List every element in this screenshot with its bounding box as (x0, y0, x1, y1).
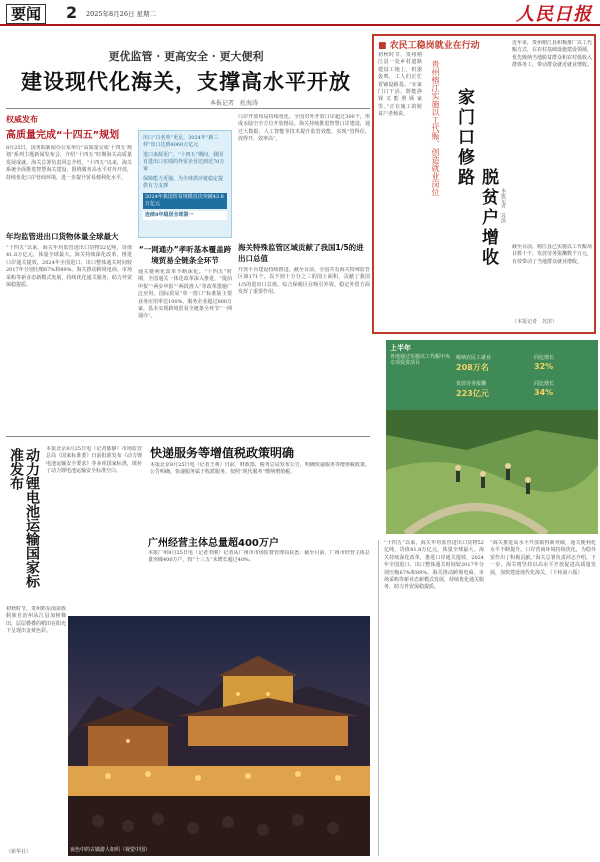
feature-box-header (378, 38, 480, 51)
lead-column-2 (138, 244, 232, 439)
right-column-text: “十四五”以来，海关年均监管进出口货物52亿吨，货值41.8万亿元，体量全球最大。海关持续深化改革，推进口岸通关提效，2024年全国进口、出口整体通关时间较2017年分别压缩67%和89%。海关推动跨境电商、市场采购等新业态新模式发展，持续优化通关服务，助力外贸保稳提质。 (384, 540, 484, 591)
feature-title-2: 脱贫户增收 (478, 168, 498, 268)
lead-subhead: 海关特殊监管区域贡献了我国1/5的进出口总值 (238, 243, 364, 263)
field-illustration (386, 410, 598, 534)
feature-paragraph: 截至目前，榕江县已实施以工代赈项目数十个，发放劳务报酬数千万元，有效带动了当地群众就业增收。 (512, 244, 592, 265)
lead-paragraph: 开放平台建设持续推进。截至目前，全国共有海关特殊监管区域171个，以不到十万分之三的国土面积，贡献了我国1/5的进出口总值。综合保税区在吸引外资、稳定外贸方面发挥了重要作用。 (238, 267, 370, 296)
stats-value: 34% (534, 388, 554, 397)
divider (6, 436, 370, 437)
lead-paragraph: 口岸开放布局持续优化。全国对外开放口岸超过300个，形成水陆空全方位开放格局。海关持续推进智慧口岸建设，通过大数据、人工智能等技术提升监管效能，实现“管得住、放得开、效率高”。 (238, 114, 370, 143)
feature-closing: （本报记者 苏滨） (512, 319, 558, 325)
story-subheadline: 广州经营主体总量超400万户 (148, 538, 279, 549)
column-divider (378, 540, 379, 856)
infographic-box (138, 130, 232, 238)
feature-title-1: 家门口修路 (454, 88, 474, 188)
story-intro: 本报北京8月25日电（记者郁静）市场监管总局（国家标准委）日前批准发布《动力锂电池运输安全要求》等多项国家标准，填补了动力锂电池运输安全标准空白。 (46, 446, 142, 475)
story-vertical-title: 动力锂电池运输国家标准发布 (8, 448, 40, 588)
field-photo (386, 410, 598, 534)
stats-title: 上半年 (390, 344, 411, 352)
newspaper-logo: 人民日报 (516, 4, 592, 25)
stats-box (386, 340, 598, 410)
info-line: 2024年我国贸易规模首次突破43.8万亿元 (143, 193, 227, 209)
lead-paragraph: 8月25日，国务院新闻办公室举行“高质量完成‘十四五’规划”系列主题新闻发布会，介绍“十四五”时期海关高质量发展成就。海关总署负责同志介绍，“十四五”以来，海关系统全面推进智慧海关建设，围绕服务高水平对外开放，持续优化口岸营商环境，进一步提升贸易便利化水平。 (6, 145, 132, 181)
info-line: 保障能力更强，为全球供应链稳定提供有力支撑 (143, 176, 224, 189)
page-number: 2 (66, 3, 78, 22)
column-label: 权威发布 (6, 115, 38, 124)
lead-byline: 本报记者 杜海涛 (210, 100, 259, 107)
lead-subhead: “一网通办”孝听基本覆盖跨境贸易全链条全环节 (138, 245, 232, 265)
photo-credit: （新华社） (6, 849, 32, 855)
stats-label: 同比增长 (534, 355, 555, 361)
stats-value: 223亿元 (456, 389, 489, 398)
photo-strip-text: 初秋时节，贵州黔东南苗族侗族自治州从江县加榜梯田，层层叠叠的稻田在阳光下呈现出金黄色彩。 (6, 606, 66, 635)
issue-date: 2025年8月26日 星期二 (86, 10, 157, 18)
stats-value: 208万名 (456, 363, 489, 372)
feature-paragraph: 初秋时节，贵州榕江县一处乡村道路建设工地上，机器轰鸣，工人们正忙着铺设路基。“在家门口干活，既能挣钱又能照顾家里。”正在施工的脱贫户老杨说。 (378, 52, 422, 118)
stats-label: 发放劳务报酬 (456, 381, 487, 387)
section-label: 要闻 (6, 4, 46, 24)
lead-column-3 (238, 114, 370, 435)
photo-caption: 夜色中的古镇游人如织（视觉中国） (70, 847, 151, 853)
column-title: 高质量完成“十四五”规划 (6, 130, 120, 141)
lead-kicker: 更优监管 · 更高安全 · 更大便利 (108, 50, 264, 63)
lead-headline: 建设现代化海关，支撑高水平开放 (21, 70, 351, 94)
info-line: 进口来源更广，“十四五”期间，我国有进出口实绩的外贸企业达到近70万家 (143, 152, 225, 172)
lead-paragraph: 通关便利化改革不断深化。“十四五”时期，全国通关一体化改革深入推进，“提前申报”“两步申报”“两段准入”等改革措施广泛应用。国际贸易“单一窗口”标准版主要业务应用率达100%，服务企业超过800万家，基本实现跨境贸易全链条全环节“一网通办”。 (138, 269, 232, 320)
night-town-photo (68, 616, 370, 856)
stats-label: 同比增长 (534, 381, 555, 387)
flag-icon: ■ (378, 41, 390, 51)
stats-label: 各地通过实施以工代赈中央专项投资项目 (390, 354, 451, 366)
story-paragraph: 本报广州8月25日电（记者李刚）记者从广州市市场监督管理局获悉：截至目前，广州市经营主体总量突破400万户，较“十三五”末增长超过40%。 (148, 550, 370, 564)
night-town-illustration (68, 616, 370, 856)
story-headline: 快递服务等增值税政策明确 (150, 446, 295, 460)
info-line: 出口“白名单”更足，2024年“新三样”出口达到4060万亿元 (143, 135, 219, 148)
lead-column-1 (6, 114, 132, 431)
feature-subtitle: 贵州榕江实施以工代赈、创造就业岗位 (431, 60, 440, 196)
lead-subhead: 年均监管进出口货物体量全球最大 (6, 232, 119, 241)
divider (6, 108, 370, 109)
stats-value: 32% (534, 362, 554, 371)
feature-byline: 本报记者 苏滨 (500, 188, 506, 223)
stats-label: 吸纳农民工就业 (456, 355, 492, 361)
feature-paragraph: 近年来，贵州榕江县积极推广以工代赈方式，在农村基础设施建设领域，优先吸纳当地脱贫群众和农村低收入群体务工，带动群众就近就业增收。 (512, 40, 592, 69)
info-line: 连续8年稳居全球第一 (143, 211, 227, 220)
right-column-text: “海关推进高水平开放取得新突破，通关便利化水平不断提升，口岸营商环境持续优化，为稳外贸作出了积极贡献。”海关总署负责同志介绍。下一步，海关将坚持以高水平开放促进高质量发展，加快建设现代化海关。（下转第六版） (490, 540, 596, 576)
story-paragraph: 本报北京8月25日电（记者王观）日前，财政部、税务总局发布公告，明确快递服务等增值税政策。公告明确，快递服务属于收派服务，按照“现代服务”缴纳增值税。 (150, 462, 370, 476)
lead-paragraph: “十四五”以来，海关年均监管进出口货物52亿吨，货值41.8万亿元，体量全球最大。海关持续深化改革，推进口岸通关提效，2024年全国进口、出口整体通关时间较2017年分别压缩67%和89%。海关推动跨境电商、市场采购等新业态新模式发展，持续优化通关服务，助力外贸保稳提质。 (6, 245, 132, 289)
feature-box-title: 农民工稳岗就业在行动 (389, 41, 480, 51)
